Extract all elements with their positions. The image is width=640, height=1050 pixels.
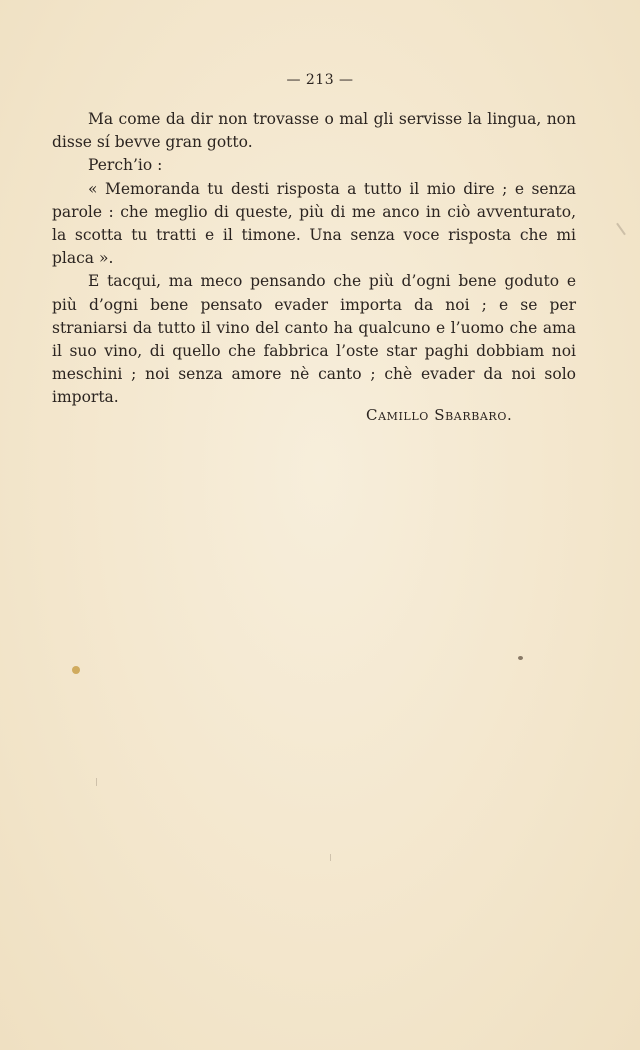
paper-speck — [518, 656, 523, 660]
paragraph-1: Ma come da dir non trovasse o mal gli servisse la lingua, non disse sí bevve gran gotto. — [52, 110, 576, 152]
paper-fleck — [616, 223, 626, 236]
paper-fleck — [330, 854, 331, 861]
paragraph-3: « Memoranda tu desti risposta a tutto il mio dire ; e senza parole : che meglio di queste, più di me anco in ciò avventurato, la scotta tu tratti e il timone. Una senza voce risposta che mi placa ». — [52, 179, 576, 268]
paper-fleck — [96, 778, 97, 786]
paragraph-2: Perch’io : — [88, 156, 163, 175]
author-signature: Camillo Sbarbaro. — [366, 406, 513, 424]
page-number: — 213 — — [286, 72, 354, 88]
paper-stain — [72, 666, 80, 674]
paragraph-4: E tacqui, ma meco pensando che più d’ogni bene goduto e più d’ogni bene pensato evader importa da noi ; e se per straniarsi da tutto il vino del canto ha qualcuno e l’uomo che ama il suo vino, di quello che fabbrica l’oste star paghi dobbiam noi meschini ; noi senza amore nè canto ; chè evader da noi solo importa. — [52, 272, 576, 407]
text-body — [52, 108, 576, 410]
